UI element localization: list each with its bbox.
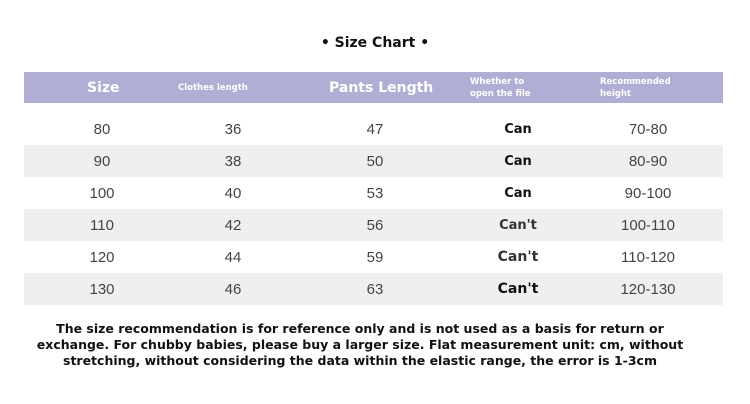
- note-line-1: The size recommendation is for reference only and is not used as a basis for return or: [56, 321, 664, 336]
- note-line-3: stretching, without considering the data within the elastic range, the error is 1-3cm: [63, 353, 657, 368]
- cell-size: 120: [89, 248, 115, 266]
- cell-recommended-height: 70-80: [628, 120, 668, 138]
- table-row: [24, 113, 723, 145]
- header-height-line2: height: [600, 88, 631, 99]
- cell-pants-length: 63: [366, 280, 384, 298]
- table-header: [24, 72, 723, 103]
- header-height-line1: Recommended: [600, 76, 671, 87]
- cell-pants-length: 50: [366, 152, 384, 170]
- cell-open-file: Can't: [497, 281, 539, 297]
- cell-clothes-length: 44: [224, 248, 242, 266]
- cell-open-file: Can't: [499, 217, 537, 233]
- cell-clothes-length: 38: [224, 152, 242, 170]
- cell-clothes-length: 42: [224, 216, 242, 234]
- cell-size: 110: [90, 216, 114, 234]
- cell-open-file: Can't: [497, 249, 539, 265]
- cell-pants-length: 47: [366, 120, 384, 138]
- cell-recommended-height: 100-110: [621, 216, 675, 234]
- cell-pants-length: 59: [366, 248, 384, 266]
- cell-open-file: Can: [504, 121, 532, 137]
- table-row: [24, 177, 723, 209]
- header-clothes-length: Clothes length: [178, 82, 248, 93]
- size-note: [0, 321, 720, 369]
- table-row: [24, 273, 723, 305]
- page-title: • Size Chart •: [320, 35, 430, 51]
- cell-recommended-height: 120-130: [620, 280, 676, 298]
- cell-pants-length: 56: [366, 216, 384, 234]
- header-open-file-line1: Whether to: [470, 76, 525, 87]
- cell-size: 80: [93, 120, 111, 138]
- size-chart-table: [24, 72, 723, 305]
- cell-pants-length: 53: [366, 184, 384, 202]
- cell-clothes-length: 36: [224, 120, 242, 138]
- cell-size: 100: [89, 184, 115, 202]
- table-row: [24, 241, 723, 273]
- cell-size: 90: [93, 152, 111, 170]
- cell-recommended-height: 110-120: [621, 248, 675, 266]
- header-pants-length: Pants Length: [329, 79, 434, 96]
- cell-open-file: Can: [504, 153, 532, 169]
- cell-recommended-height: 80-90: [628, 152, 668, 170]
- table-row: [24, 209, 723, 241]
- cell-clothes-length: 46: [224, 280, 242, 298]
- note-line-2: exchange. For chubby babies, please buy a larger size. Flat measurement unit: cm, without: [36, 337, 684, 352]
- cell-clothes-length: 40: [224, 184, 242, 202]
- header-size: Size: [87, 79, 120, 96]
- cell-recommended-height: 90-100: [624, 184, 672, 202]
- table-row: [24, 145, 723, 177]
- cell-open-file: Can: [504, 185, 532, 201]
- header-recommended-height: [600, 72, 671, 103]
- cell-size: 130: [89, 280, 115, 298]
- header-open-file-line2: open the file: [470, 88, 531, 99]
- header-open-file: [470, 72, 531, 103]
